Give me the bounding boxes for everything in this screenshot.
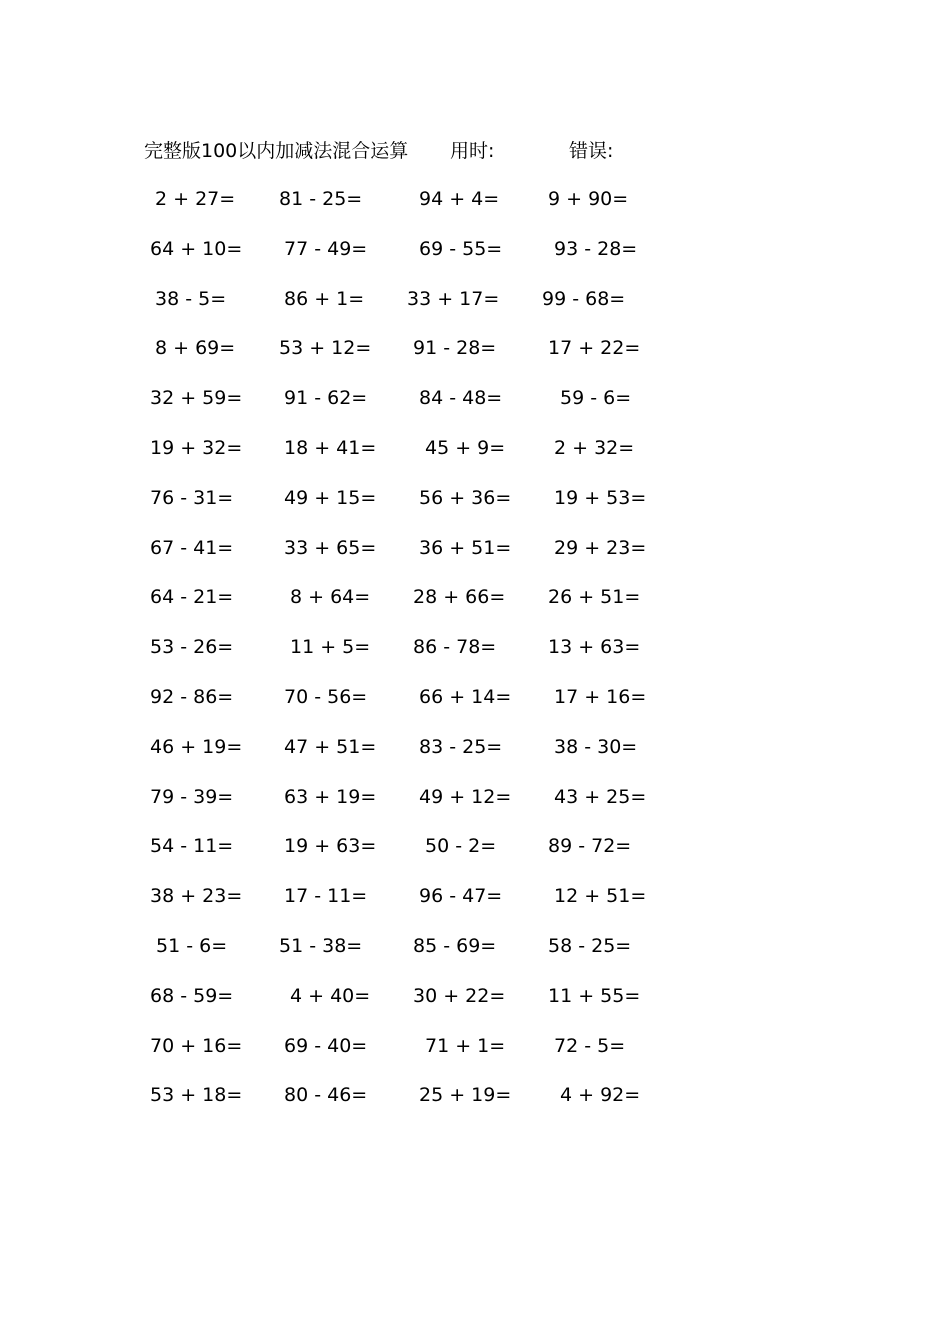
math-problem: 86 + 1= <box>284 287 365 310</box>
worksheet-title: 完整版100以内加减法混合运算 <box>144 140 409 162</box>
problem-row <box>0 533 950 583</box>
math-problem: 4 + 92= <box>560 1084 641 1107</box>
math-problem: 38 - 5= <box>155 287 227 310</box>
math-problem: 2 + 27= <box>155 188 236 210</box>
math-problem: 33 + 17= <box>407 287 500 310</box>
problem-row <box>0 881 950 931</box>
math-problem: 86 - 78= <box>413 636 497 659</box>
math-problem: 17 - 11= <box>284 885 368 908</box>
problem-row <box>0 333 950 383</box>
math-problem: 38 + 23= <box>150 885 243 908</box>
math-problem: 83 - 25= <box>419 735 503 758</box>
math-problem: 51 - 38= <box>279 934 363 957</box>
math-problem: 50 - 2= <box>425 835 497 858</box>
math-problem: 32 + 59= <box>150 387 243 410</box>
math-problem: 36 + 51= <box>419 536 512 559</box>
math-problem: 56 + 36= <box>419 486 512 509</box>
problem-row <box>0 981 950 1031</box>
math-problem: 93 - 28= <box>554 237 638 260</box>
math-problem: 77 - 49= <box>284 237 368 260</box>
math-problem: 72 - 5= <box>554 1034 626 1057</box>
problem-row <box>0 284 950 334</box>
math-problem: 51 - 6= <box>156 934 228 957</box>
problem-row <box>0 632 950 682</box>
math-problem: 33 + 65= <box>284 536 377 559</box>
problem-row <box>0 433 950 483</box>
math-problem: 46 + 19= <box>150 735 243 758</box>
math-problem: 53 + 18= <box>150 1084 243 1107</box>
math-problem: 63 + 19= <box>284 785 377 808</box>
math-problem: 29 + 23= <box>554 536 647 559</box>
math-problem: 4 + 40= <box>290 984 371 1007</box>
math-problem: 17 + 16= <box>554 685 647 708</box>
math-problem: 9 + 90= <box>548 188 629 210</box>
math-problem: 12 + 51= <box>554 885 647 908</box>
problem-row <box>0 931 950 981</box>
problem-row <box>0 831 950 881</box>
math-problem: 69 - 55= <box>419 237 503 260</box>
math-problem: 96 - 47= <box>419 885 503 908</box>
math-problem: 28 + 66= <box>413 586 506 609</box>
problem-row <box>0 234 950 284</box>
math-problem: 80 - 46= <box>284 1084 368 1107</box>
math-problem: 30 + 22= <box>413 984 506 1007</box>
math-problem: 45 + 9= <box>425 436 506 459</box>
problem-row <box>0 582 950 632</box>
math-problem: 2 + 32= <box>554 436 635 459</box>
math-problem: 64 - 21= <box>150 586 234 609</box>
math-problem: 85 - 69= <box>413 934 497 957</box>
math-problem: 91 - 28= <box>413 337 497 360</box>
problem-row <box>0 732 950 782</box>
errors-label: 错误: <box>569 140 614 162</box>
math-problem: 54 - 11= <box>150 835 234 858</box>
problem-row <box>0 1080 950 1130</box>
math-problem: 11 + 5= <box>290 636 371 659</box>
math-problem: 26 + 51= <box>548 586 641 609</box>
time-used-label: 用时: <box>450 140 495 162</box>
math-problem: 49 + 15= <box>284 486 377 509</box>
problem-row <box>0 383 950 433</box>
math-problem: 67 - 41= <box>150 536 234 559</box>
math-problem: 59 - 6= <box>560 387 632 410</box>
problem-row <box>0 782 950 832</box>
math-problem: 71 + 1= <box>425 1034 506 1057</box>
math-problem: 19 + 32= <box>150 436 243 459</box>
math-problem: 69 - 40= <box>284 1034 368 1057</box>
math-problem: 68 - 59= <box>150 984 234 1007</box>
math-problem: 17 + 22= <box>548 337 641 360</box>
math-problem: 81 - 25= <box>279 188 363 210</box>
math-problem: 25 + 19= <box>419 1084 512 1107</box>
math-problem: 49 + 12= <box>419 785 512 808</box>
math-problem: 84 - 48= <box>419 387 503 410</box>
problem-row <box>0 483 950 533</box>
math-problem: 11 + 55= <box>548 984 641 1007</box>
problem-row <box>0 184 950 234</box>
math-problem: 76 - 31= <box>150 486 234 509</box>
problem-grid <box>0 184 950 1130</box>
math-problem: 89 - 72= <box>548 835 632 858</box>
math-problem: 64 + 10= <box>150 237 243 260</box>
problem-row <box>0 1031 950 1081</box>
math-problem: 8 + 64= <box>290 586 371 609</box>
math-problem: 8 + 69= <box>155 337 236 360</box>
math-problem: 53 - 26= <box>150 636 234 659</box>
problem-row <box>0 682 950 732</box>
math-problem: 94 + 4= <box>419 188 500 210</box>
math-problem: 70 - 56= <box>284 685 368 708</box>
math-problem: 99 - 68= <box>542 287 626 310</box>
math-problem: 66 + 14= <box>419 685 512 708</box>
math-problem: 13 + 63= <box>548 636 641 659</box>
math-problem: 53 + 12= <box>279 337 372 360</box>
math-problem: 79 - 39= <box>150 785 234 808</box>
math-problem: 19 + 53= <box>554 486 647 509</box>
math-problem: 92 - 86= <box>150 685 234 708</box>
math-problem: 19 + 63= <box>284 835 377 858</box>
math-problem: 91 - 62= <box>284 387 368 410</box>
math-problem: 58 - 25= <box>548 934 632 957</box>
math-problem: 70 + 16= <box>150 1034 243 1057</box>
math-problem: 47 + 51= <box>284 735 377 758</box>
math-problem: 18 + 41= <box>284 436 377 459</box>
math-problem: 38 - 30= <box>554 735 638 758</box>
math-problem: 43 + 25= <box>554 785 647 808</box>
